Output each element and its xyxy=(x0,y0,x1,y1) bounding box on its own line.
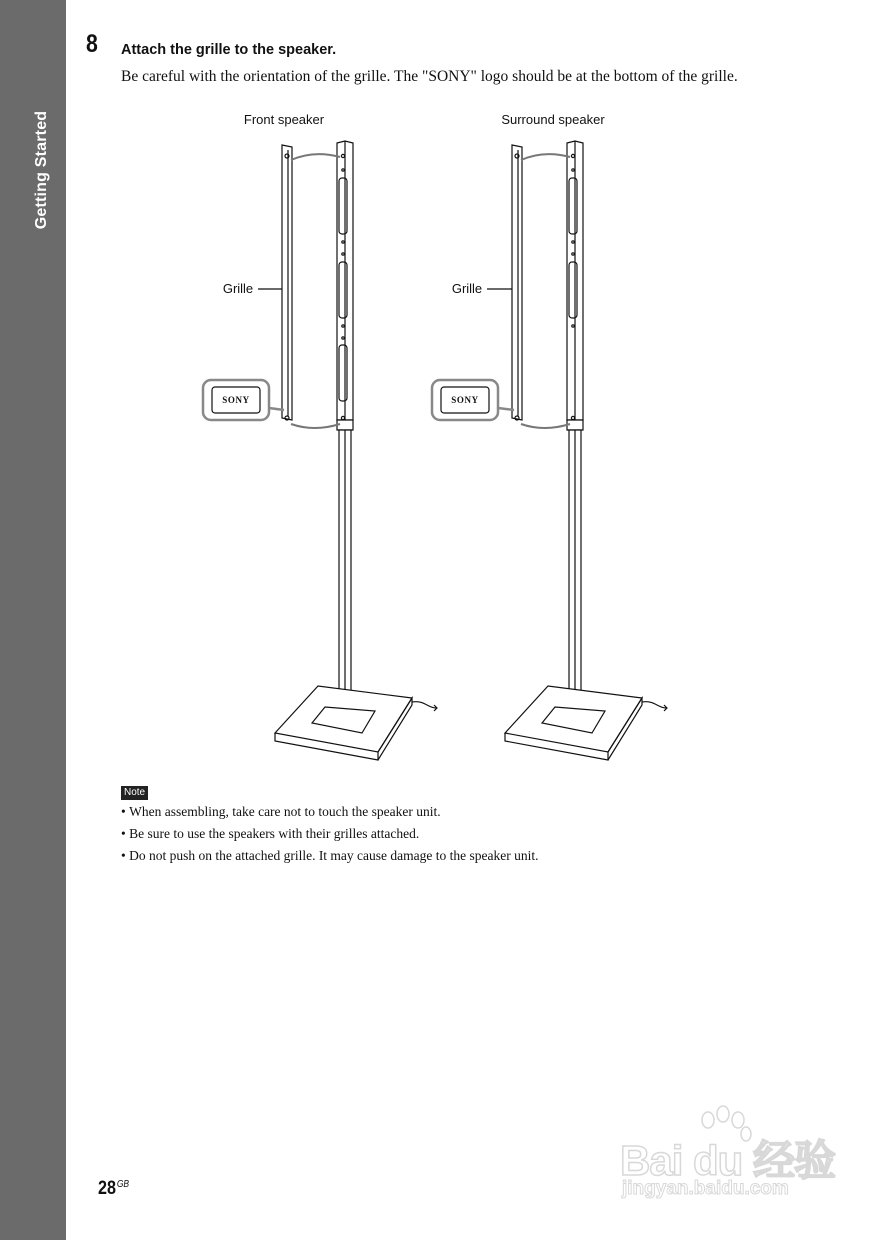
page-number-value: 28 xyxy=(98,1178,116,1199)
front-logo-text: SONY xyxy=(222,395,250,405)
front-speaker-label: Front speaker xyxy=(243,112,325,127)
surround-speaker-figure xyxy=(432,112,667,760)
note-badge: Note xyxy=(121,786,148,800)
note-list xyxy=(121,803,538,869)
section-label: Getting Started xyxy=(33,110,50,230)
surround-speaker-base xyxy=(505,686,667,760)
surround-logo-callout xyxy=(432,380,514,420)
watermark-brand: Bai du 经验 xyxy=(620,1137,836,1184)
baidu-watermark xyxy=(600,1100,840,1210)
page-suffix: GB xyxy=(116,1179,130,1190)
note-item: • When assembling, take care not to touch the speaker unit. xyxy=(121,803,538,825)
surround-grille xyxy=(512,145,522,420)
front-speaker-base xyxy=(275,686,437,760)
step-description: Be careful with the orientation of the grille. The "SONY" logo should be at the bottom of the grille. xyxy=(121,68,738,85)
step-number: 8 xyxy=(86,30,98,58)
note-item: • Do not push on the attached grille. It may cause damage to the speaker unit. xyxy=(121,847,538,869)
watermark-site: jingyan.baidu.com xyxy=(622,1178,789,1199)
surround-grille-label: Grille xyxy=(451,281,483,296)
step-title: Attach the grille to the speaker. xyxy=(121,42,337,58)
front-grille xyxy=(282,145,292,420)
front-speaker-figure xyxy=(203,112,437,760)
front-grille-label: Grille xyxy=(222,281,254,296)
page-number xyxy=(98,1178,129,1200)
surround-speaker-column xyxy=(567,141,583,724)
surround-speaker-label: Surround speaker xyxy=(501,112,605,127)
note-item: • Be sure to use the speakers with their grilles attached. xyxy=(121,825,538,847)
front-speaker-column xyxy=(337,141,353,724)
surround-logo-text: SONY xyxy=(451,395,479,405)
front-logo-callout xyxy=(203,380,284,420)
